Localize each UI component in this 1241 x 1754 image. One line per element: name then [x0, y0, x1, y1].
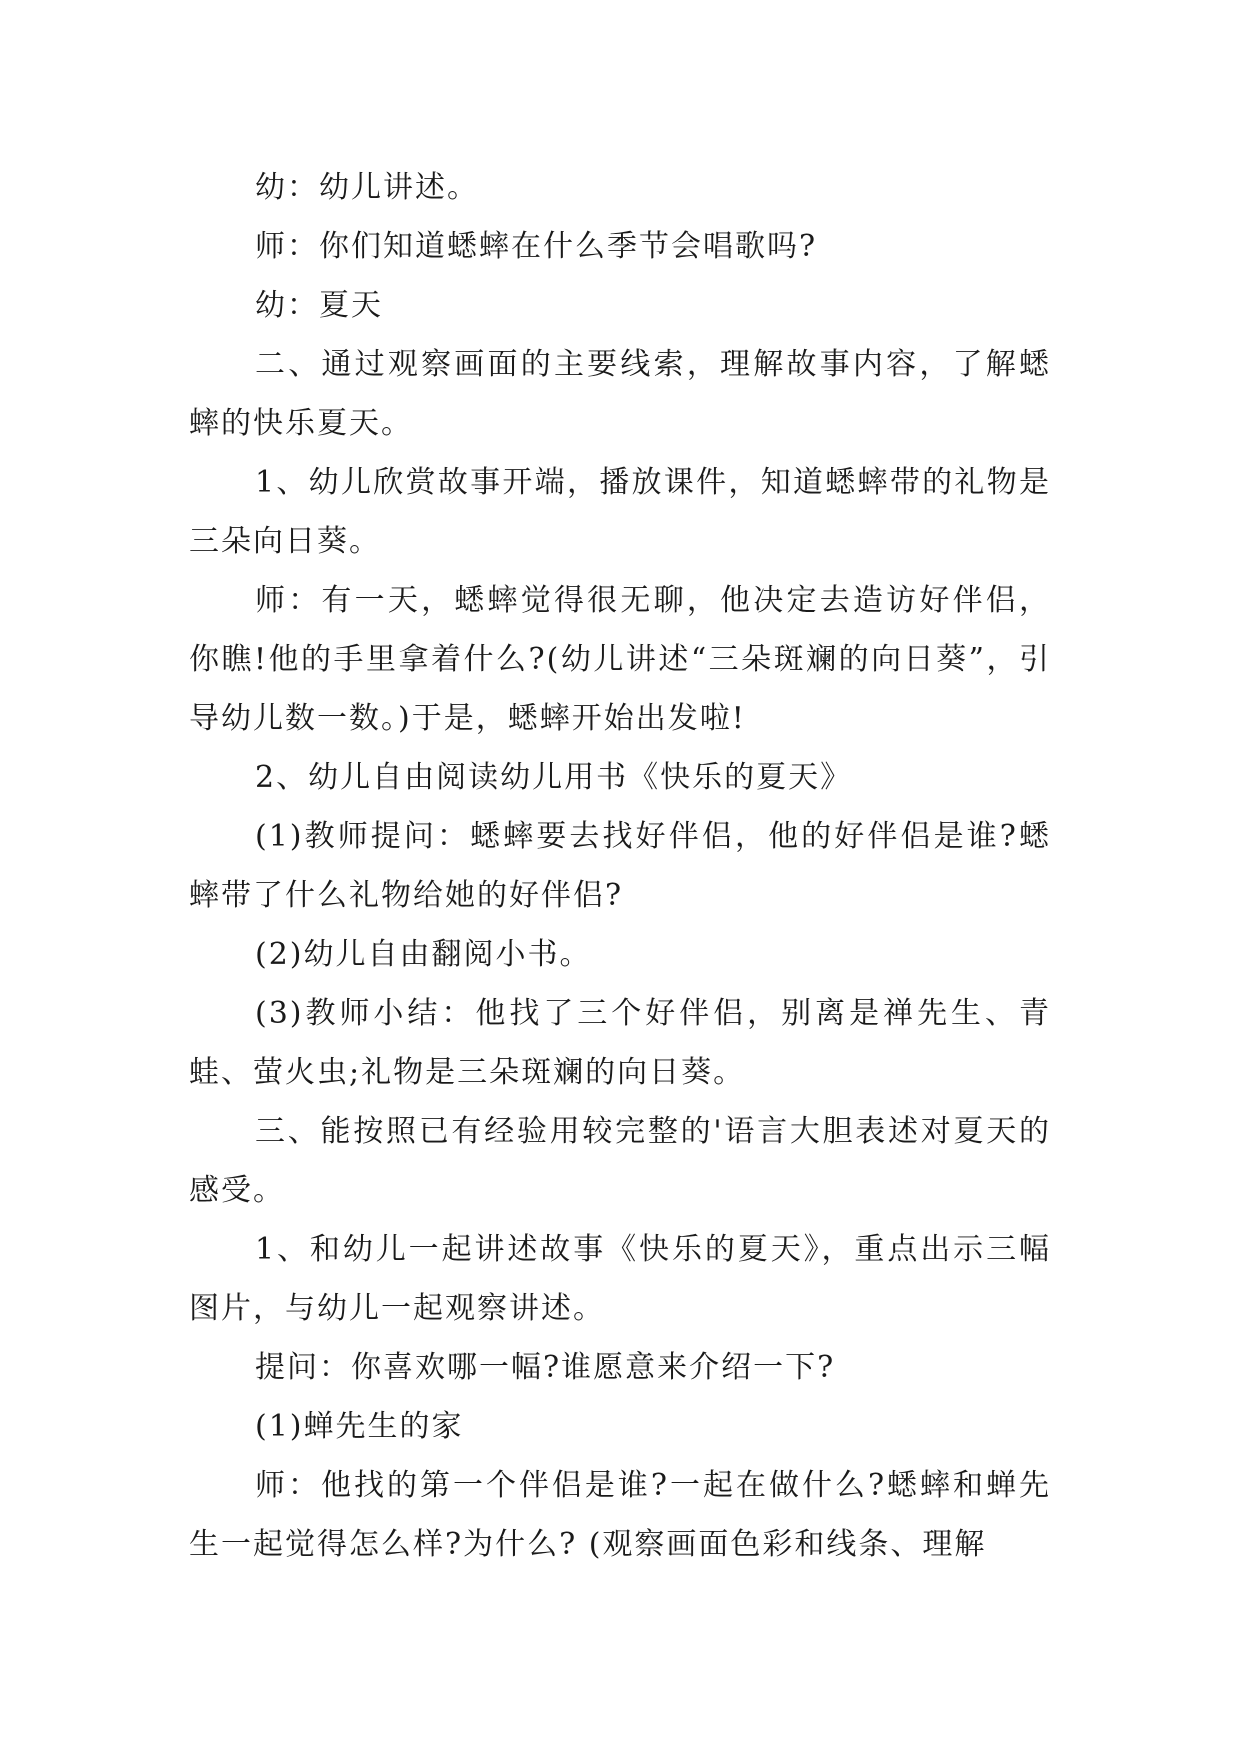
paragraph-1: 幼：幼儿讲述。 [255, 170, 479, 205]
paragraph-5: 1、幼儿欣赏故事开端，播放课件，知道蟋蟀带的礼物是三朵向日葵。 [189, 465, 1051, 559]
paragraph-7: 2、幼儿自由阅读幼儿用书《快乐的夏天》 [255, 760, 853, 795]
paragraph-12: 1、和幼儿一起讲述故事《快乐的夏天》，重点出示三幅图片，与幼儿一起观察讲述。 [189, 1232, 1051, 1326]
paragraph-10: (3)教师小结：他找了三个好伴侣，别离是禅先生、青蛙、萤火虫;礼物是三朵斑斓的向日葵。 [189, 996, 1051, 1090]
paragraph-9: (2)幼儿自由翻阅小书。 [255, 937, 592, 972]
paragraph-14: (1)蝉先生的家 [255, 1409, 464, 1444]
document-body [189, 158, 1051, 1574]
paragraph-6: 师：有一天，蟋蟀觉得很无聊，他决定去造访好伴侣，你瞧!他的手里拿着什么?(幼儿讲述“三朵斑斓的向日葵”，引导幼儿数一数。)于是，蟋蟀开始出发啦! [189, 583, 1051, 736]
paragraph-4: 二、通过观察画面的主要线索，理解故事内容，了解蟋蟀的快乐夏天。 [189, 347, 1051, 441]
paragraph-8: (1)教师提问：蟋蟀要去找好伴侣，他的好伴侣是谁?蟋蟀带了什么礼物给她的好伴侣? [189, 819, 1051, 913]
paragraph-11: 三、能按照已有经验用较完整的'语言大胆表述对夏天的感受。 [189, 1114, 1051, 1208]
paragraph-3: 幼：夏天 [255, 288, 383, 323]
paragraph-2: 师：你们知道蟋蟀在什么季节会唱歌吗? [255, 229, 818, 264]
paragraph-13: 提问：你喜欢哪一幅?谁愿意来介绍一下? [255, 1350, 836, 1385]
paragraph-15: 师：他找的第一个伴侣是谁?一起在做什么?蟋蟀和蝉先生一起觉得怎么样?为什么? (观察画面色彩和线条、理解 [189, 1468, 1051, 1562]
